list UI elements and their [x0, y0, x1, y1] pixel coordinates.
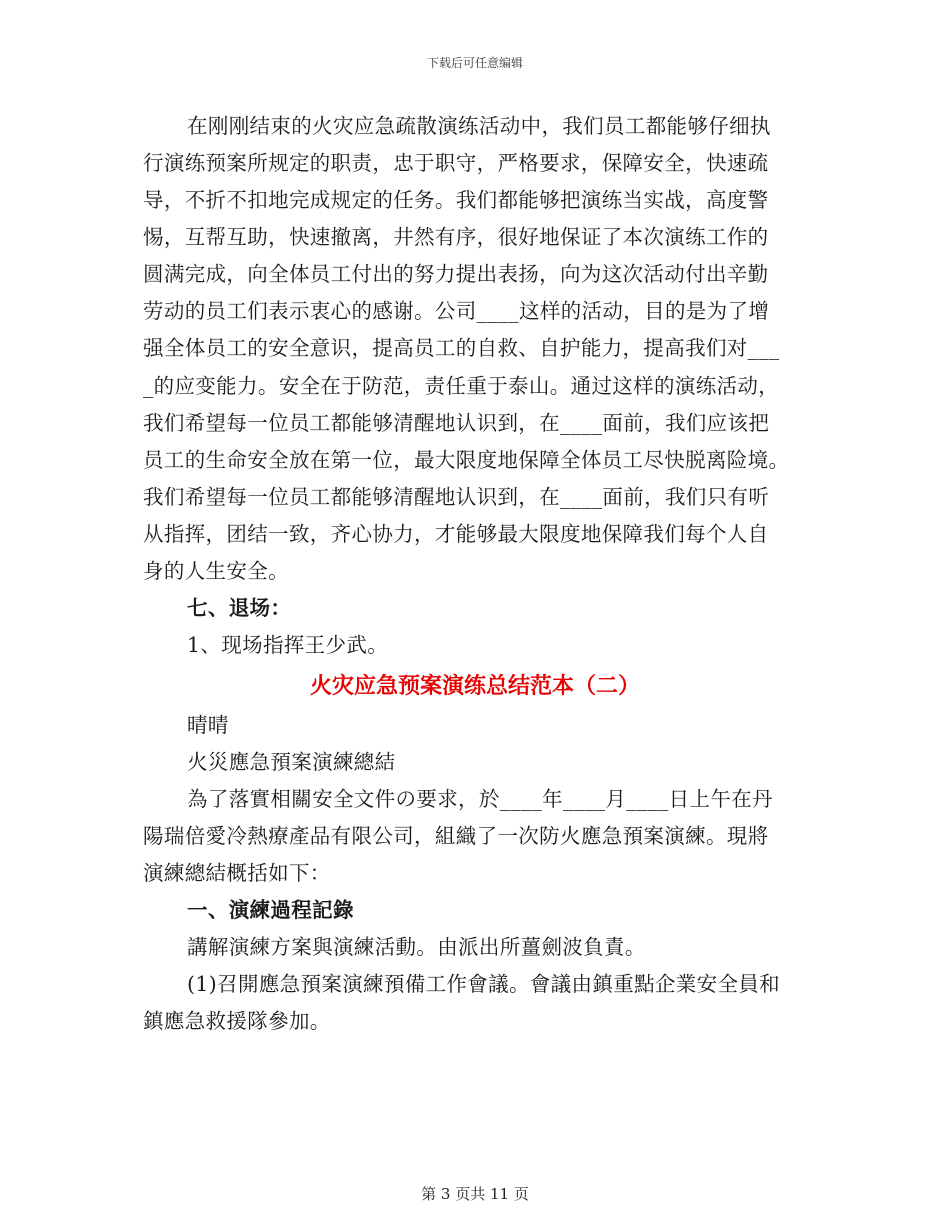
paragraph-line: 行演练预案所规定的职责，忠于职守，严格要求，保障安全，快速疏 — [143, 151, 769, 175]
text-line: 晴晴 — [187, 713, 229, 737]
paragraph-line: 鎮應急救援隊參加。 — [143, 1009, 331, 1033]
section-heading: 一、演練過程記錄 — [187, 898, 354, 922]
paragraph-line: 演練總結概括如下： — [143, 861, 331, 885]
paragraph-line: 从指挥，团结一致，齐心协力，才能够最大限度地保障我们每个人自 — [143, 522, 769, 546]
section-heading: 七、退场： — [187, 596, 292, 620]
paragraph-line: (1)召開應急預案演練預備工作會議。會議由鎮重點企業安全員和 — [187, 972, 781, 996]
text-line: 火災應急預案演練總結 — [187, 750, 396, 774]
page-footer: 第 3 页共 11 页 — [421, 1185, 529, 1203]
paragraph-line: _的应变能力。安全在于防范，责任重于泰山。通过这样的演练活动， — [143, 374, 780, 398]
paragraph-line: 我们希望每一位员工都能够清醒地认识到，在____面前，我们应该把 — [143, 411, 770, 435]
paragraph-line: 导，不折不扣地完成规定的任务。我们都能够把演练当实战，高度警 — [143, 188, 769, 212]
paragraph-line: 劳动的员工们表示衷心的感谢。公司____这样的活动，目的是为了增 — [143, 299, 770, 323]
paragraph-line: 圆满完成，向全体员工付出的努力提出表扬，向为这次活动付出辛勤 — [143, 262, 769, 286]
list-item: 1、现场指挥王少武。 — [187, 633, 389, 657]
paragraph-line: 在刚刚结束的火灾应急疏散演练活动中，我们员工都能够仔细执 — [187, 114, 771, 138]
paragraph-line: 惕，互帮互助，快速撤离，井然有序，很好地保证了本次演练工作的 — [143, 225, 769, 249]
paragraph-line: 為了落實相關安全文件の要求，於____年____月____日上午在丹 — [187, 787, 773, 811]
paragraph-line: 身的人生安全。 — [143, 559, 289, 583]
paragraph-line: 员工的生命安全放在第一位，最大限度地保障全体员工尽快脱离险境。 — [143, 448, 790, 472]
document-title: 火灾应急预案演练总结范本（二） — [309, 673, 640, 699]
paragraph-line: 我们希望每一位员工都能够清醒地认识到，在____面前，我们只有听 — [143, 485, 770, 509]
page-header: 下载后可任意编辑 — [426, 56, 523, 70]
paragraph-line: 强全体员工的安全意识，提高员工的自救、自护能力，提高我们对___ — [143, 336, 780, 360]
text-line: 講解演練方案與演練活動。由派出所薑劍波負責。 — [187, 935, 646, 959]
paragraph-line: 陽瑞倍愛冷熱療產品有限公司，組織了一次防火應急預案演練。現將 — [143, 824, 769, 848]
